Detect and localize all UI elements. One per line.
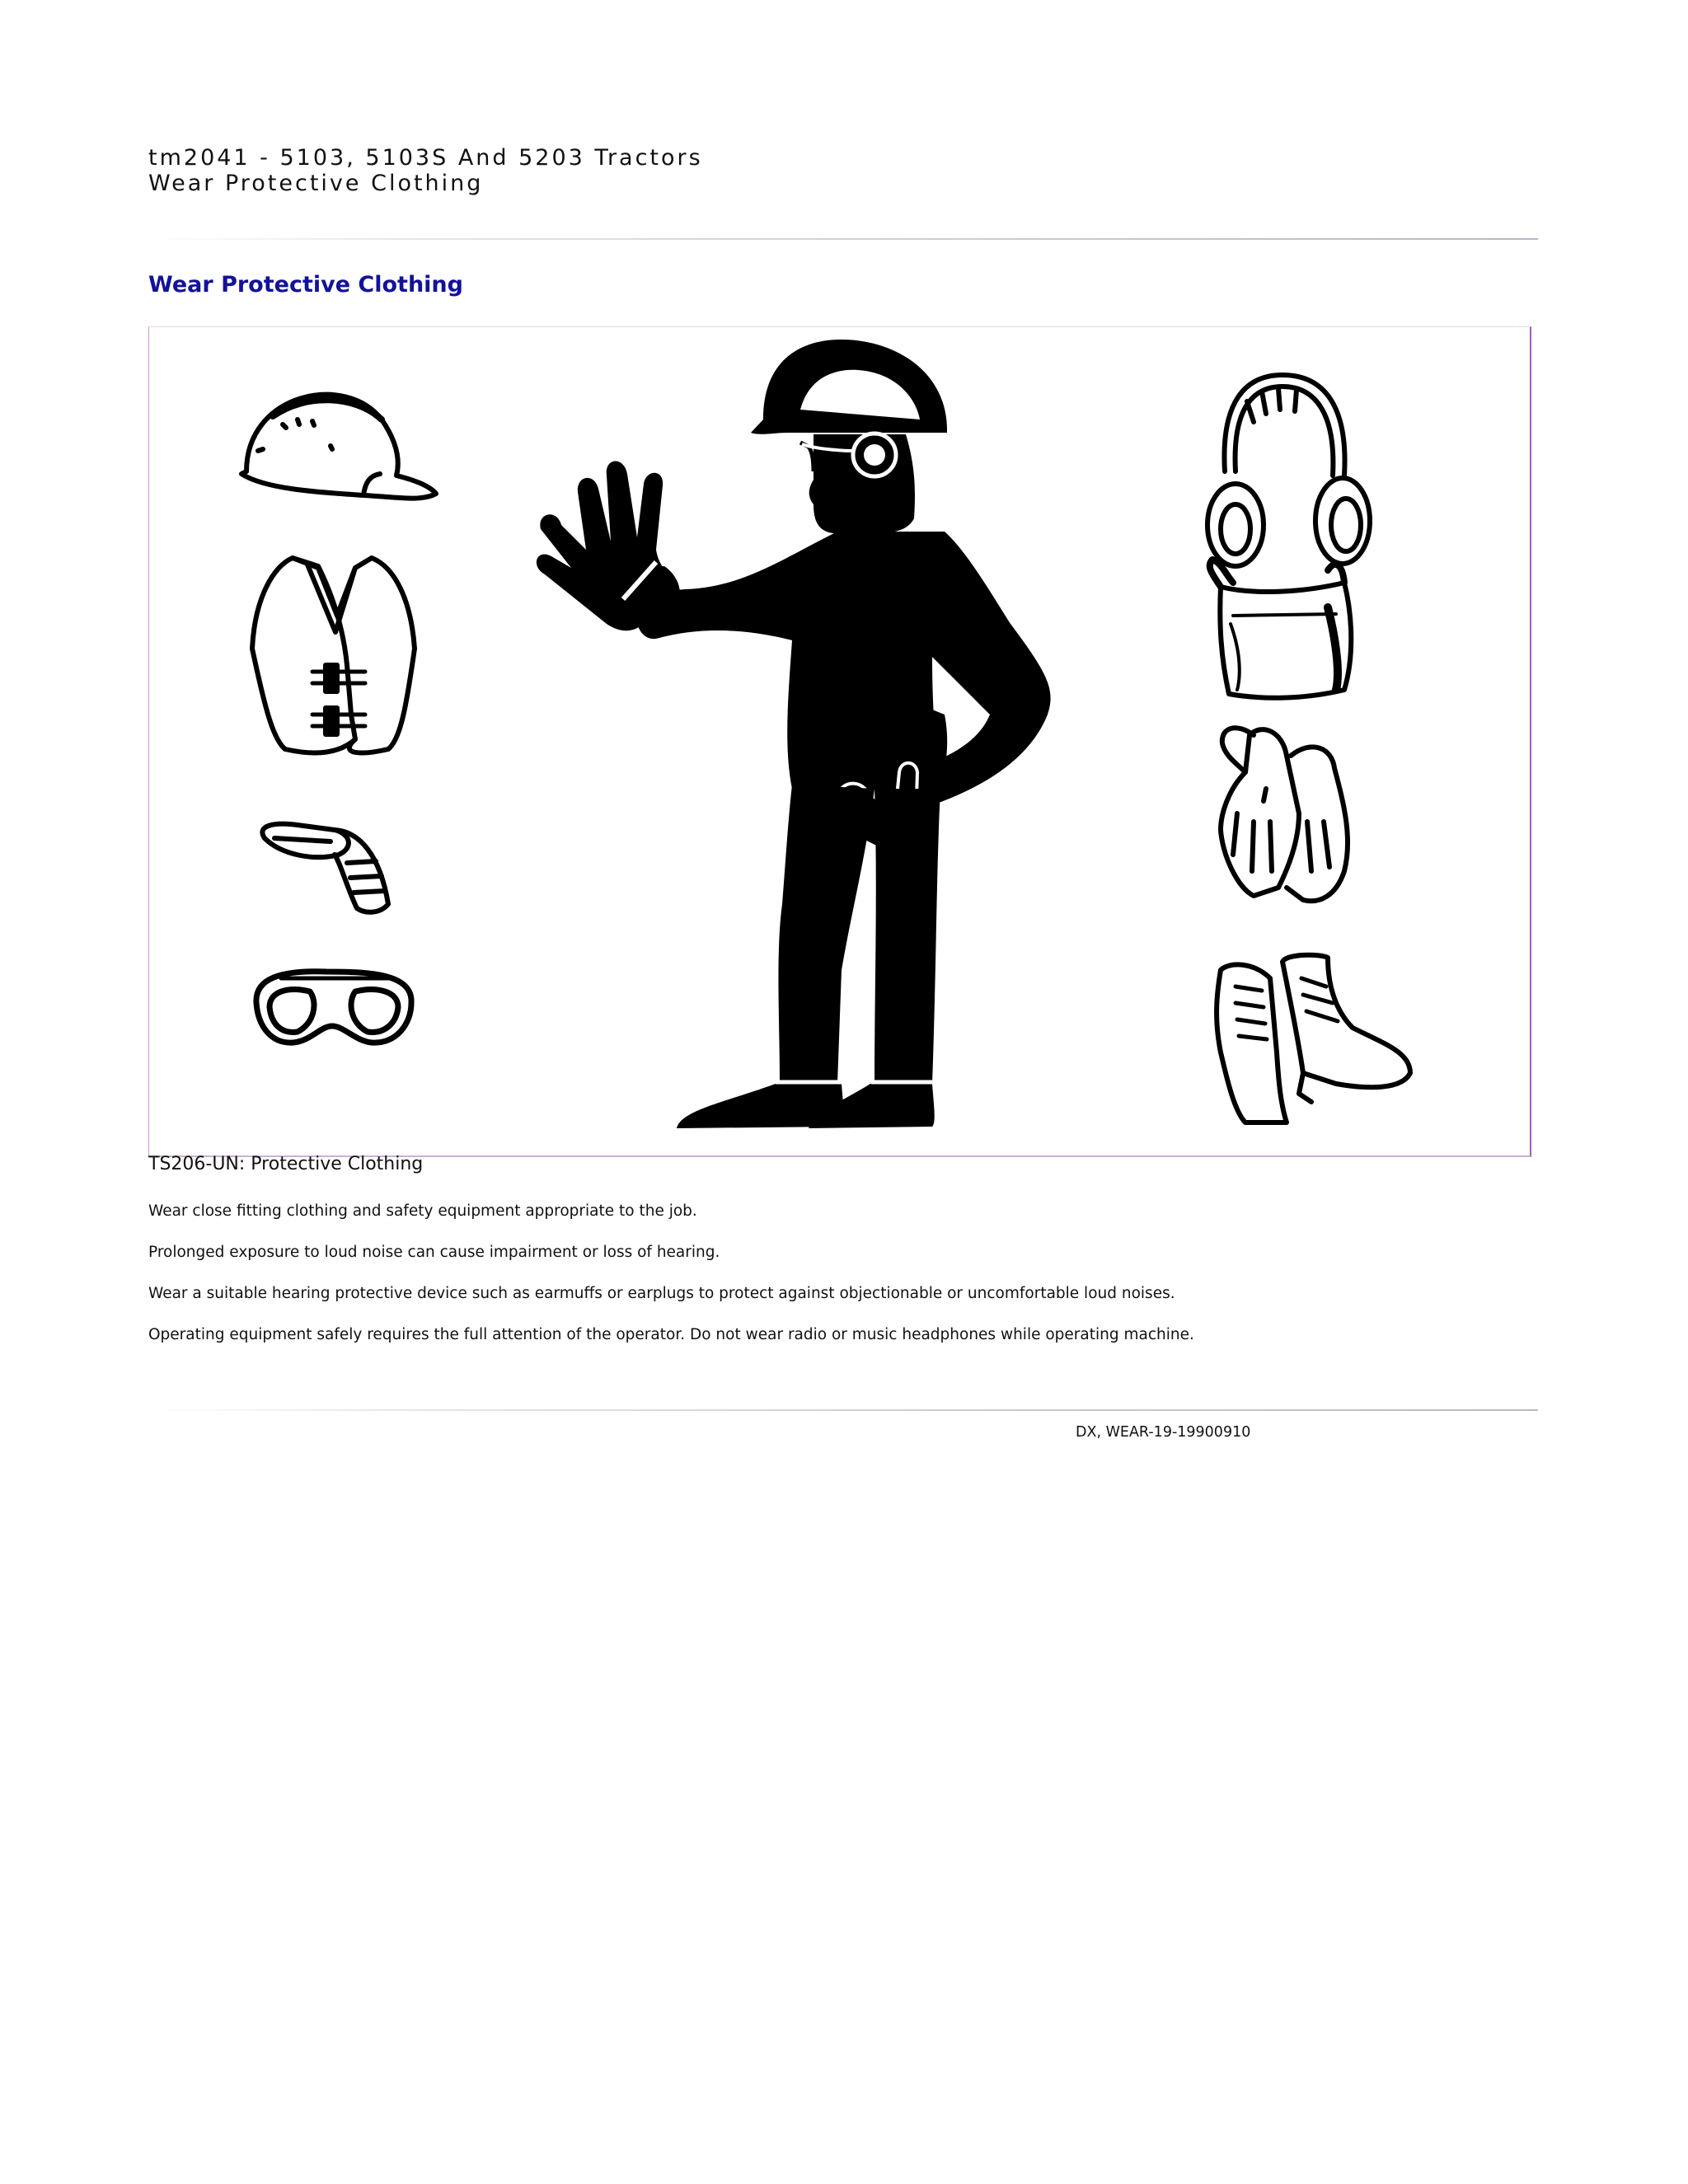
face-mask-icon [1210, 560, 1352, 698]
earmuffs-icon [1207, 375, 1370, 566]
manual-title: tm2041 - 5103, 5103S And 5203 Tractors [148, 145, 703, 171]
hard-hat-icon [241, 395, 436, 499]
worker-figure-icon [537, 340, 1051, 1128]
paragraph: Wear a suitable hearing protective device such as earmuffs or earplugs to protect against objectionable or uncomfortable loud noises. [148, 1285, 1175, 1302]
goggles-icon [256, 972, 411, 1043]
figure-caption: TS206-UN: Protective Clothing [148, 1154, 424, 1174]
document-header [148, 145, 1550, 196]
section-heading: Wear Protective Clothing [148, 272, 463, 298]
safety-vest-icon [252, 558, 415, 752]
figure-illustration [149, 327, 1531, 1156]
earplugs-icon [262, 824, 388, 912]
footer-divider [148, 1409, 1538, 1411]
gloves-icon [1221, 728, 1348, 901]
header-divider [148, 238, 1538, 240]
document-reference: DX, WEAR-19-19900910 [1076, 1424, 1251, 1441]
topic-title: Wear Protective Clothing [148, 171, 484, 196]
paragraph: Operating equipment safely requires the full attention of the operator. Do not wear radio or music headphones while operating machine. [148, 1326, 1194, 1343]
protective-clothing-figure [148, 326, 1531, 1157]
paragraph: Prolonged exposure to loud noise can cause impairment or loss of hearing. [148, 1244, 720, 1261]
boots-icon [1217, 955, 1410, 1122]
paragraph: Wear close fitting clothing and safety equipment appropriate to the job. [148, 1202, 697, 1220]
